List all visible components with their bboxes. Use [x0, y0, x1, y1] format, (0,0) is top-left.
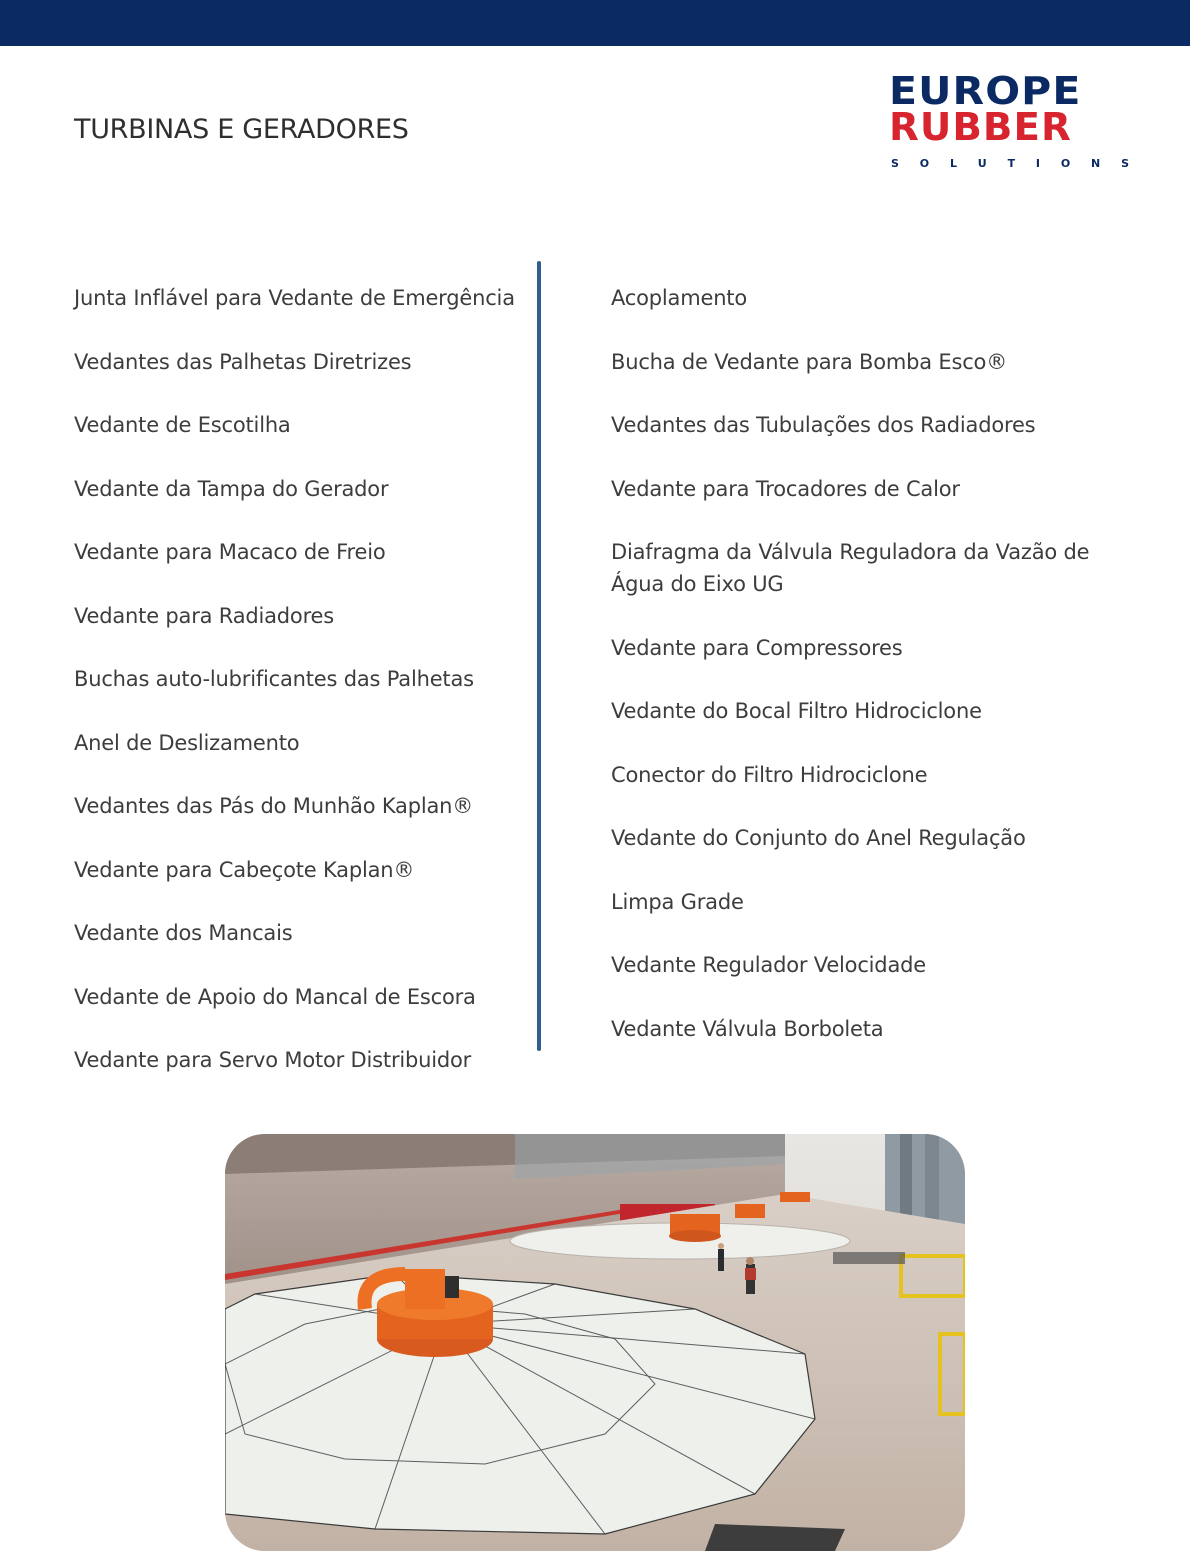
- list-item: Vedante para Servo Motor Distribuidor: [74, 1048, 472, 1072]
- right-product-list: [611, 282, 1101, 1076]
- list-item: Conector do Filtro Hidrociclone: [611, 762, 928, 787]
- company-logo: [889, 69, 1129, 173]
- list-item: Vedante para Trocadores de Calor: [611, 476, 960, 501]
- list-item: Vedante da Tampa do Gerador: [74, 476, 389, 501]
- list-item: Vedante Regulador Velocidade: [611, 953, 926, 977]
- logo-letter: O: [919, 157, 930, 170]
- logo-letter: O: [1060, 157, 1071, 170]
- logo-line-europe: EUROPE: [889, 69, 1082, 113]
- list-item: Anel de Deslizamento: [74, 730, 300, 755]
- left-product-list: [74, 282, 524, 1108]
- list-item: Vedante para Cabeçote Kaplan®: [74, 857, 415, 882]
- list-item: Vedante de Escotilha: [74, 413, 291, 437]
- list-item: Diafragma da Válvula Reguladora da Vazão de Água do Eixo UG: [611, 540, 1090, 596]
- list-item: Vedante para Macaco de Freio: [74, 540, 386, 564]
- logo-letter: L: [949, 157, 957, 170]
- logo-letter: S: [1121, 157, 1129, 170]
- list-item: Vedantes das Palhetas Diretrizes: [74, 349, 412, 374]
- list-item: Limpa Grade: [611, 889, 744, 914]
- list-item: Acoplamento: [611, 286, 747, 310]
- list-item: Buchas auto-lubrificantes das Palhetas: [74, 667, 474, 691]
- list-item: Vedante para Radiadores: [74, 603, 335, 628]
- powerhouse-photo: [225, 1134, 965, 1551]
- list-item: Vedante de Apoio do Mancal de Escora: [74, 984, 476, 1009]
- logo-letter: U: [977, 157, 987, 170]
- list-item: Vedante dos Mancais: [74, 921, 293, 945]
- logo-letter: T: [1007, 157, 1016, 170]
- page-title: TURBINAS E GERADORES: [74, 114, 409, 145]
- list-item: Junta Inflável para Vedante de Emergência: [74, 286, 515, 310]
- list-item: Vedante para Compressores: [611, 635, 903, 660]
- list-item: Vedante Válvula Borboleta: [611, 1016, 884, 1041]
- top-bar: [0, 0, 1190, 46]
- logo-line-solutions: [891, 157, 1129, 170]
- list-item: Vedantes das Tubulações dos Radiadores: [611, 413, 1036, 437]
- list-item: Vedante do Bocal Filtro Hidrociclone: [611, 699, 982, 723]
- logo-letter: S: [891, 157, 899, 170]
- list-item: Vedantes das Pás do Munhão Kaplan®: [74, 794, 474, 818]
- column-divider: [537, 261, 541, 1051]
- logo-letter: I: [1035, 157, 1040, 170]
- logo-line-rubber: RUBBER: [889, 105, 1072, 149]
- list-item: Vedante do Conjunto do Anel Regulação: [611, 826, 1026, 850]
- logo-letter: N: [1091, 157, 1101, 170]
- list-item: Bucha de Vedante para Bomba Esco®: [611, 349, 1007, 374]
